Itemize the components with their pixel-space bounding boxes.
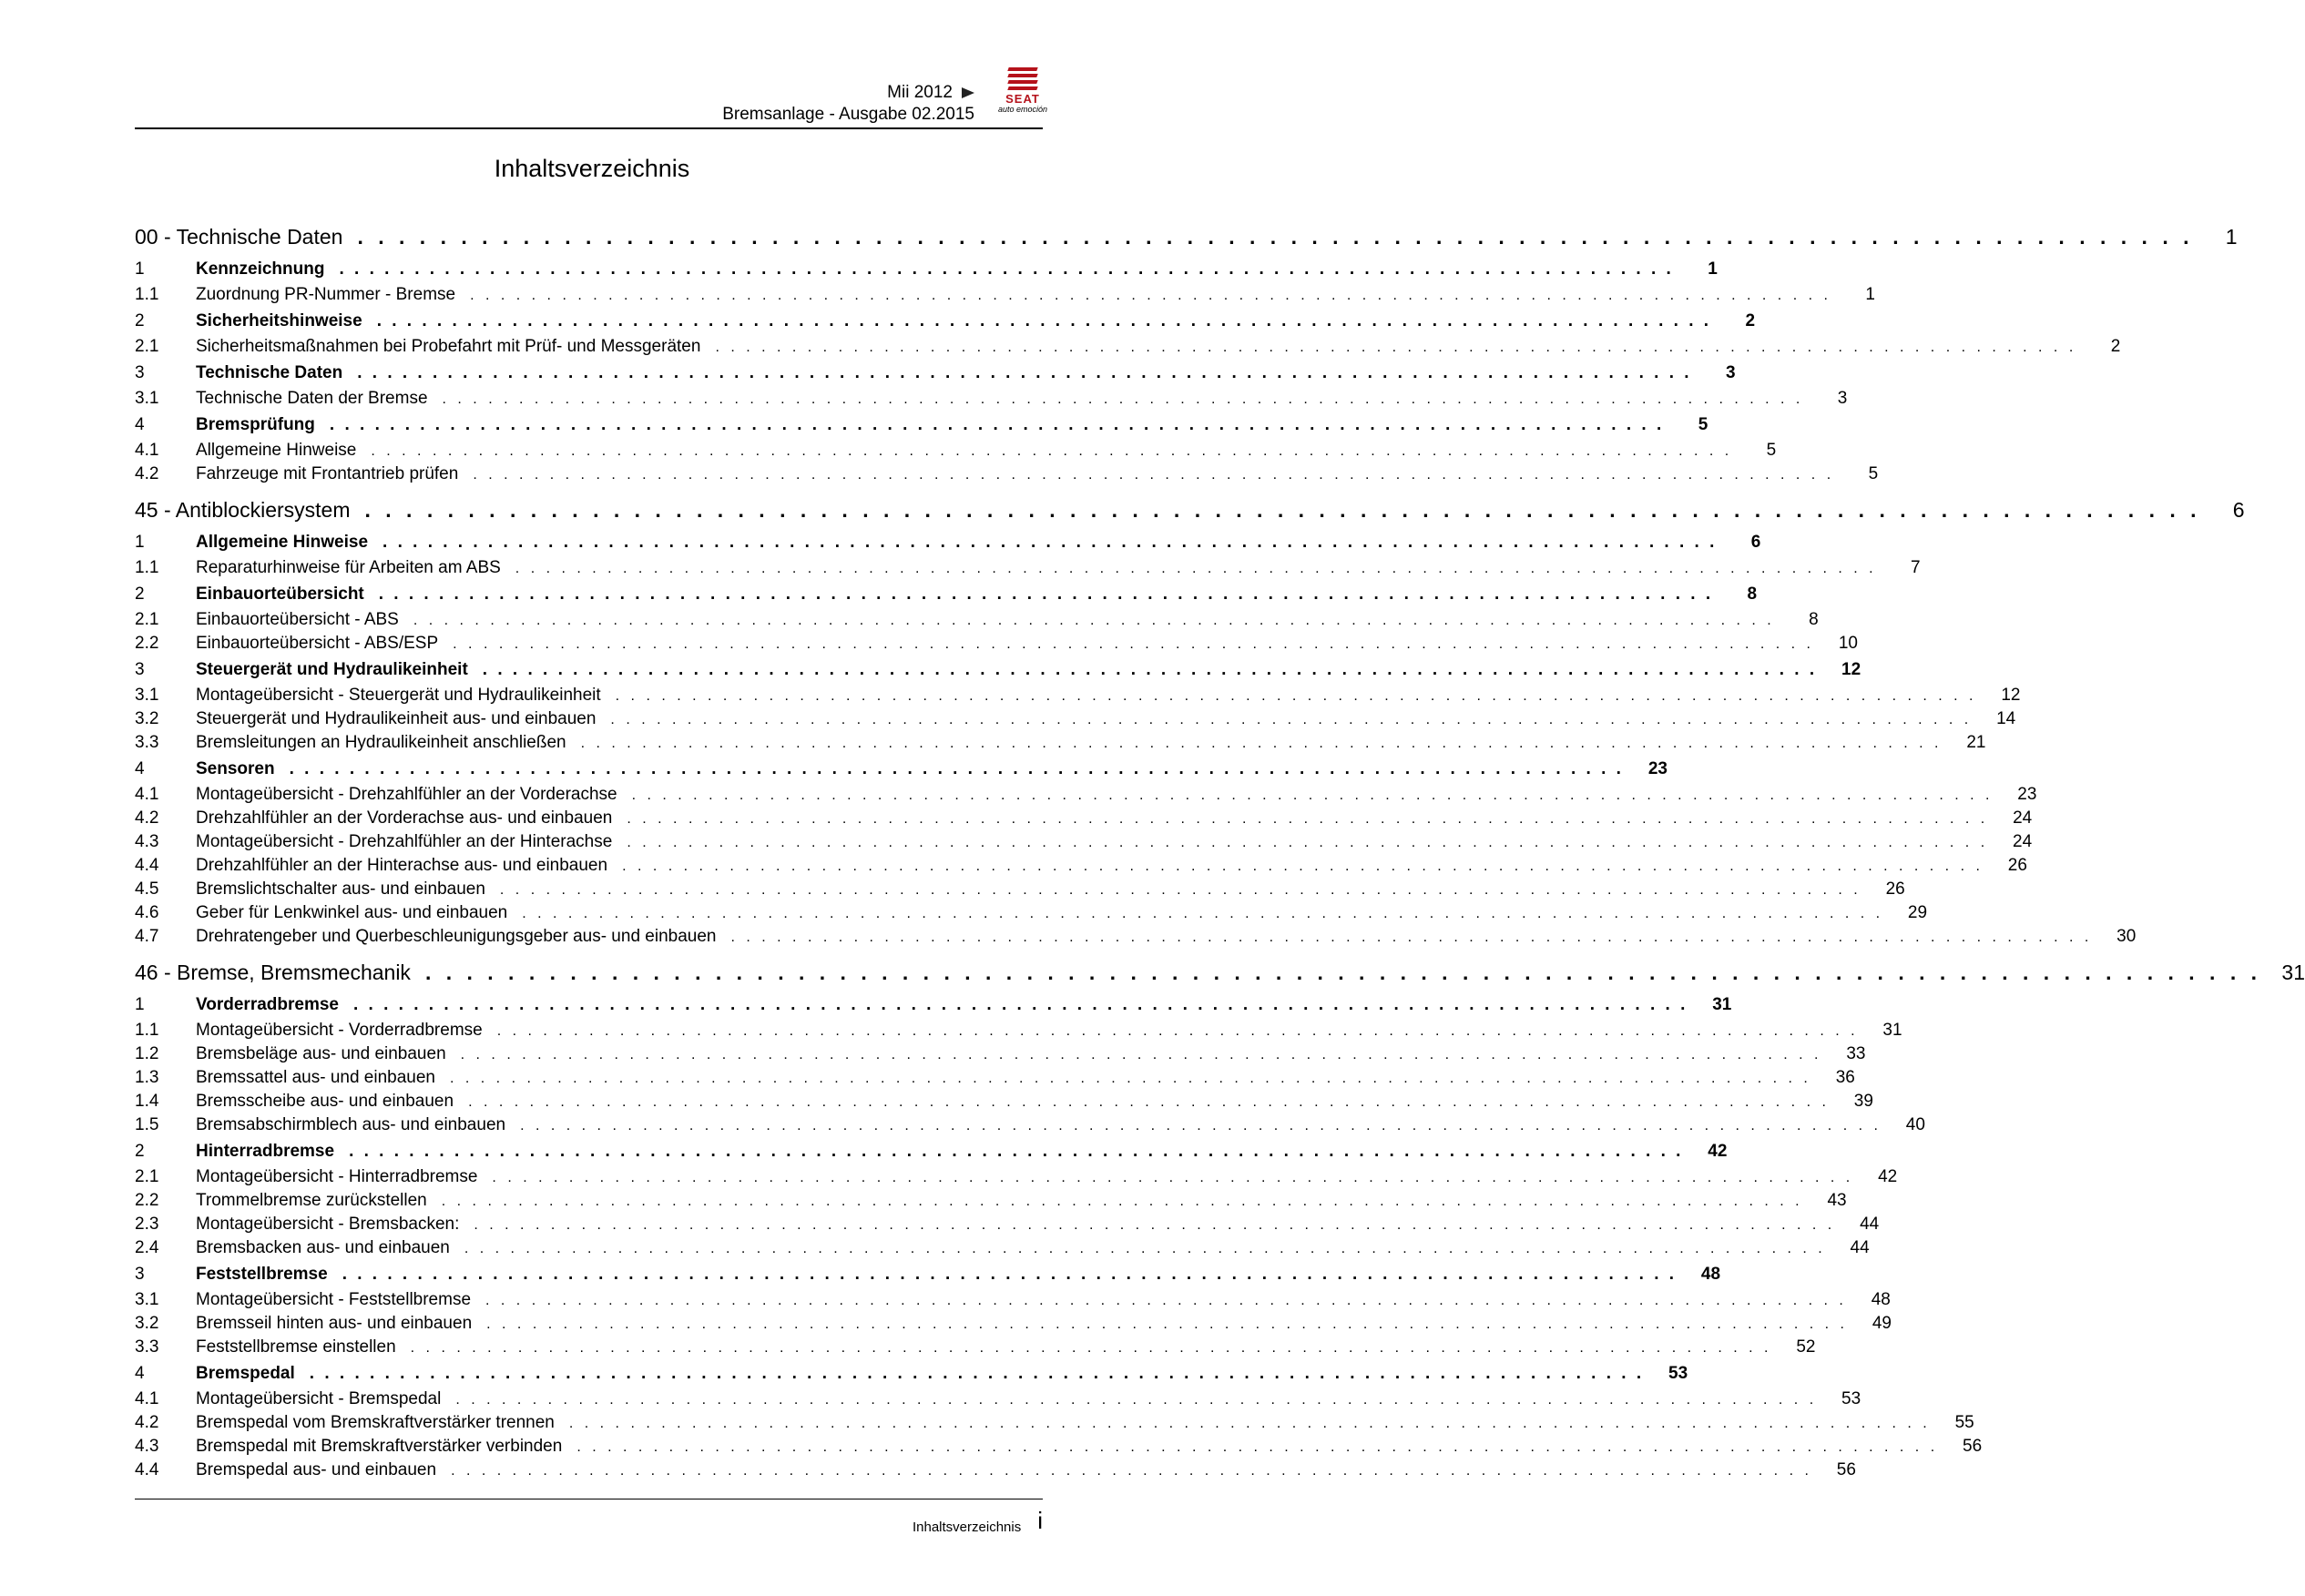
entry-page: 6 [2232, 498, 2245, 522]
entry-title: Hinterradbremse [196, 1142, 335, 1161]
entry-page: 23 [1647, 759, 1668, 778]
table-of-contents [135, 219, 2305, 1482]
header-rule [135, 127, 1043, 129]
entry-title: Sicherheitsmaßnahmen bei Probefahrt mit Prüf- und Messgeräten [196, 337, 701, 356]
entry-page: 56 [1963, 1437, 1983, 1456]
toc-chapter [135, 492, 2245, 949]
dot-leader: . . . . . . . . . . . . . . . . . . . . . . . . . . . . . . . . . . . . . . . . . . . . . . . . . . . . . . . . . . . . . . . . . . . . . . . . . . . . . . . . . . . . . . . . . [451, 1463, 1812, 1479]
toc-subsection-entry[interactable] [135, 608, 1819, 632]
dot-leader: . . . . . . . . . . . . . . . . . . . . . . . . . . . . . . . . . . . . . . . . . . . . . . . . . . . . . . . . . . . . . . . . . . . . . . . . . . . . . . . . . . . . . . . . . [357, 225, 2194, 249]
toc-chapter [135, 954, 2305, 1482]
toc-subsection-entry[interactable] [135, 1165, 1898, 1189]
dot-leader: . . . . . . . . . . . . . . . . . . . . . . . . . . . . . . . . . . . . . . . . . . . . . . . . . . . . . . . . . . . . . . . . . . . . . . . . . . . . . . . . . . . . . . . . . [576, 1439, 1939, 1455]
entry-number: 1 [135, 259, 145, 279]
entry-page: 12 [1841, 660, 1861, 679]
footer-label: Inhaltsverzeichnis [912, 1520, 1022, 1535]
dot-leader: . . . . . . . . . . . . . . . . . . . . . . . . . . . . . . . . . . . . . . . . . . . . . . . . . . . . . . . . . . . . . . . . . . . . . . . . . . . . . . . . . . . . . . . . . [499, 882, 1861, 898]
toc-section-entry[interactable] [135, 528, 1761, 556]
arrow-right-icon [962, 87, 974, 98]
entry-page: 6 [1750, 533, 1761, 552]
toc-chapter-entry[interactable] [135, 492, 2245, 528]
entry-page: 12 [2001, 686, 2021, 705]
entry-number: 4.2 [135, 808, 159, 828]
entry-page: 8 [1809, 610, 1819, 629]
entry-number: 4.5 [135, 879, 159, 899]
entry-title: Bremsseil hinten aus- und einbauen [196, 1314, 473, 1333]
entry-number: 1.4 [135, 1092, 159, 1111]
dot-leader: . . . . . . . . . . . . . . . . . . . . . . . . . . . . . . . . . . . . . . . . . . . . . . . . . . . . . . . . . . . . . . . . . . . . . . . . . . . . . . . . . . . . . . . . . [615, 688, 1977, 704]
dot-leader: . . . . . . . . . . . . . . . . . . . . . . . . . . . . . . . . . . . . . . . . . . . . . . . . . . . . . . . . . . . . . . . . . . . . . . . . . . . . . . . . . . . . . . . . . [460, 1047, 1822, 1062]
toc-subsection-entry[interactable] [135, 684, 2021, 707]
toc-subsection-entry[interactable] [135, 439, 1777, 463]
entry-number: 4.3 [135, 1437, 159, 1456]
entry-title: Technische Daten [196, 363, 343, 382]
dot-leader: . . . . . . . . . . . . . . . . . . . . . . . . . . . . . . . . . . . . . . . . . . . . . . . . . . . . . . . . . . . . . . . . . . . . . . . . . . . . . . . . . . . . . . . . . [580, 736, 1943, 751]
entry-number: 1.2 [135, 1044, 159, 1063]
entry-page: 53 [1841, 1389, 1861, 1408]
dot-leader: . . . . . . . . . . . . . . . . . . . . . . . . . . . . . . . . . . . . . . . . . . . . . . . . . . . . . . . . . . . . . . . . . . . . . . . . . . . . . . . . . . . . . . . . . [455, 1392, 1818, 1408]
dot-leader: . . . . . . . . . . . . . . . . . . . . . . . . . . . . . . . . . . . . . . . . . . . . . . . . . . . . . . . . . . . . . . . . . . . . . . . . . . . . . . . . . . . . . . . . . [715, 340, 2077, 355]
dot-leader: . . . . . . . . . . . . . . . . . . . . . . . . . . . . . . . . . . . . . . . . . . . . . . . . . . . . . . . . . . . . . . . . . . . . . . . . . . . . . . . . . . . . . . . . . [357, 363, 1692, 382]
entry-title: Bremspedal [196, 1364, 295, 1383]
entry-number: 4 [135, 759, 145, 778]
dot-leader: . . . . . . . . . . . . . . . . . . . . . . . . . . . . . . . . . . . . . . . . . . . . . . . . . . . . . . . . . . . . . . . . . . . . . . . . . . . . . . . . . . . . . . . . . [339, 259, 1674, 279]
entry-page: 44 [1860, 1215, 1880, 1234]
dot-leader: . . . . . . . . . . . . . . . . . . . . . . . . . . . . . . . . . . . . . . . . . . . . . . . . . . . . . . . . . . . . . . . . . . . . . . . . . . . . . . . . . . . . . . . . . [486, 1316, 1848, 1332]
entry-page: 21 [1966, 733, 1986, 752]
entry-title: Steuergerät und Hydraulikeinheit aus- und einbauen [196, 709, 597, 728]
dot-leader: . . . . . . . . . . . . . . . . . . . . . . . . . . . . . . . . . . . . . . . . . . . . . . . . . . . . . . . . . . . . . . . . . . . . . . . . . . . . . . . . . . . . . . . . . [492, 1170, 1854, 1185]
entry-title: Reparaturhinweise für Arbeiten am ABS [196, 558, 501, 577]
entry-title: Steuergerät und Hydraulikeinheit [196, 660, 468, 679]
entry-number: 2 [135, 585, 145, 604]
entry-number: 4.1 [135, 785, 159, 804]
dot-leader: . . . . . . . . . . . . . . . . . . . . . . . . . . . . . . . . . . . . . . . . . . . . . . . . . . . . . . . . . . . . . . . . . . . . . . . . . . . . . . . . . . . . . . . . . [453, 636, 1814, 652]
entry-number: 1.3 [135, 1068, 159, 1087]
entry-number: 2 [135, 311, 145, 330]
entry-title: Montageübersicht - Bremspedal [196, 1389, 442, 1408]
entry-title: Bremsbacken aus- und einbauen [196, 1238, 450, 1257]
entry-title: 46 - Bremse, Bremsmechanik [135, 961, 411, 984]
entry-number: 4.4 [135, 1460, 159, 1479]
entry-title: Fahrzeuge mit Frontantrieb prüfen [196, 464, 459, 483]
entry-page: 36 [1835, 1068, 1855, 1087]
entry-number: 4.2 [135, 1413, 159, 1432]
toc-subsection-entry[interactable] [135, 878, 1905, 901]
entry-title: Technische Daten der Bremse [196, 389, 428, 408]
toc-subsection-entry[interactable] [135, 1090, 1873, 1113]
entry-number: 3.1 [135, 389, 159, 408]
entry-page: 29 [1907, 903, 1928, 922]
entry-number: 3.3 [135, 733, 159, 752]
entry-title: Trommelbremse zurückstellen [196, 1191, 427, 1210]
dot-leader: . . . . . . . . . . . . . . . . . . . . . . . . . . . . . . . . . . . . . . . . . . . . . . . . . . . . . . . . . . . . . . . . . . . . . . . . . . . . . . . . . . . . . . . . . [627, 835, 1989, 850]
entry-title: Montageübersicht - Feststellbremse [196, 1290, 472, 1309]
entry-number: 3.2 [135, 709, 159, 728]
toc-subsection-entry[interactable] [135, 1213, 1880, 1236]
entry-number: 4 [135, 1364, 145, 1383]
dot-leader: . . . . . . . . . . . . . . . . . . . . . . . . . . . . . . . . . . . . . . . . . . . . . . . . . . . . . . . . . . . . . . . . . . . . . . . . . . . . . . . . . . . . . . . . . [470, 288, 1831, 303]
toc-section-entry[interactable] [135, 1260, 1721, 1288]
entry-page: 48 [1871, 1290, 1891, 1309]
entry-title: Bremssattel aus- und einbauen [196, 1068, 435, 1087]
page-title: Inhaltsverzeichnis [494, 155, 690, 182]
entry-page: 56 [1836, 1460, 1856, 1479]
toc-chapter [135, 219, 2238, 486]
entry-title: Bremsbeläge aus- und einbauen [196, 1044, 446, 1063]
dot-leader: . . . . . . . . . . . . . . . . . . . . . . . . . . . . . . . . . . . . . . . . . . . . . . . . . . . . . . . . . . . . . . . . . . . . . . . . . . . . . . . . . . . . . . . . . [485, 1293, 1847, 1308]
entry-number: 4.1 [135, 441, 159, 460]
dot-leader: . . . . . . . . . . . . . . . . . . . . . . . . . . . . . . . . . . . . . . . . . . . . . . . . . . . . . . . . . . . . . . . . . . . . . . . . . . . . . . . . . . . . . . . . . [520, 1118, 1882, 1133]
entry-title: Feststellbremse [196, 1265, 328, 1284]
entry-number: 2 [135, 1142, 145, 1161]
toc-subsection-entry[interactable] [135, 463, 1879, 486]
entry-page: 33 [1846, 1044, 1866, 1063]
entry-number: 2.2 [135, 634, 159, 653]
entry-title: Montageübersicht - Drehzahlfühler an der Vorderachse [196, 785, 617, 804]
entry-title: Vorderradbremse [196, 995, 339, 1014]
entry-title: Sicherheitshinweise [196, 311, 362, 330]
dot-leader: . . . . . . . . . . . . . . . . . . . . . . . . . . . . . . . . . . . . . . . . . . . . . . . . . . . . . . . . . . . . . . . . . . . . . . . . . . . . . . . . . . . . . . . . . [309, 1364, 1645, 1383]
model-name: Mii 2012 [887, 83, 953, 102]
toc-section-entry[interactable] [135, 307, 1756, 335]
entry-title: Allgemeine Hinweise [196, 533, 369, 552]
entry-page: 14 [1996, 709, 2016, 728]
logo-brand-name: SEAT [1005, 92, 1040, 106]
dot-leader: . . . . . . . . . . . . . . . . . . . . . . . . . . . . . . . . . . . . . . . . . . . . . . . . . . . . . . . . . . . . . . . . . . . . . . . . . . . . . . . . . . . . . . . . . [424, 961, 2261, 984]
dot-leader: . . . . . . . . . . . . . . . . . . . . . . . . . . . . . . . . . . . . . . . . . . . . . . . . . . . . . . . . . . . . . . . . . . . . . . . . . . . . . . . . . . . . . . . . . [441, 1194, 1803, 1209]
footer-page-number: i [1037, 1507, 1043, 1534]
entry-number: 2.2 [135, 1191, 159, 1210]
dot-leader: . . . . . . . . . . . . . . . . . . . . . . . . . . . . . . . . . . . . . . . . . . . . . . . . . . . . . . . . . . . . . . . . . . . . . . . . . . . . . . . . . . . . . . . . . [568, 1416, 1931, 1431]
entry-title: Montageübersicht - Bremsbacken: [196, 1215, 460, 1234]
entry-title: Feststellbremse einstellen [196, 1337, 396, 1357]
entry-number: 1.5 [135, 1115, 159, 1134]
entry-number: 4.3 [135, 832, 159, 851]
dot-leader: . . . . . . . . . . . . . . . . . . . . . . . . . . . . . . . . . . . . . . . . . . . . . . . . . . . . . . . . . . . . . . . . . . . . . . . . . . . . . . . . . . . . . . . . . [730, 930, 2093, 945]
toc-subsection-entry[interactable] [135, 1113, 1925, 1137]
toc-subsection-entry[interactable] [135, 1336, 1816, 1359]
entry-number: 3 [135, 1265, 145, 1284]
page-header [722, 82, 974, 126]
entry-number: 4.1 [135, 1389, 159, 1408]
entry-page: 24 [2013, 808, 2033, 828]
entry-title: Montageübersicht - Vorderradbremse [196, 1021, 483, 1040]
toc-subsection-entry[interactable] [135, 1411, 1974, 1435]
dot-leader: . . . . . . . . . . . . . . . . . . . . . . . . . . . . . . . . . . . . . . . . . . . . . . . . . . . . . . . . . . . . . . . . . . . . . . . . . . . . . . . . . . . . . . . . . [522, 906, 1884, 921]
toc-subsection-entry[interactable] [135, 1236, 1870, 1260]
dot-leader: . . . . . . . . . . . . . . . . . . . . . . . . . . . . . . . . . . . . . . . . . . . . . . . . . . . . . . . . . . . . . . . . . . . . . . . . . . . . . . . . . . . . . . . . . [376, 311, 1712, 330]
entry-number: 4.6 [135, 903, 159, 922]
toc-subsection-entry[interactable] [135, 830, 2033, 854]
entry-page: 2 [2110, 337, 2121, 356]
entry-page: 23 [2017, 785, 2037, 804]
entry-page: 39 [1853, 1092, 1873, 1111]
dot-leader: . . . . . . . . . . . . . . . . . . . . . . . . . . . . . . . . . . . . . . . . . . . . . . . . . . . . . . . . . . . . . . . . . . . . . . . . . . . . . . . . . . . . . . . . . [464, 1241, 1826, 1256]
toc-subsection-entry[interactable] [135, 1312, 1892, 1336]
toc-subsection-entry[interactable] [135, 387, 1848, 411]
entry-title: Einbauorteübersicht [196, 585, 364, 604]
entry-page: 52 [1796, 1337, 1816, 1357]
entry-page: 42 [1708, 1142, 1728, 1161]
entry-page: 30 [2116, 927, 2137, 946]
dot-leader: . . . . . . . . . . . . . . . . . . . . . . . . . . . . . . . . . . . . . . . . . . . . . . . . . . . . . . . . . . . . . . . . . . . . . . . . . . . . . . . . . . . . . . . . . [364, 498, 2201, 522]
dot-leader: . . . . . . . . . . . . . . . . . . . . . . . . . . . . . . . . . . . . . . . . . . . . . . . . . . . . . . . . . . . . . . . . . . . . . . . . . . . . . . . . . . . . . . . . . [450, 1071, 1811, 1086]
entry-page: 48 [1700, 1265, 1721, 1284]
entry-title: Geber für Lenkwinkel aus- und einbauen [196, 903, 508, 922]
toc-subsection-entry[interactable] [135, 632, 1858, 656]
dot-leader: . . . . . . . . . . . . . . . . . . . . . . . . . . . . . . . . . . . . . . . . . . . . . . . . . . . . . . . . . . . . . . . . . . . . . . . . . . . . . . . . . . . . . . . . . [631, 788, 1994, 803]
entry-page: 26 [1885, 879, 1905, 899]
entry-title: Bremsleitungen an Hydraulikeinheit anschließen [196, 733, 566, 752]
entry-number: 2.4 [135, 1238, 159, 1257]
entry-title: Montageübersicht - Hinterradbremse [196, 1167, 478, 1186]
entry-number: 3 [135, 660, 145, 679]
entry-title: Kennzeichnung [196, 259, 325, 279]
model-line [722, 82, 974, 104]
dot-leader: . . . . . . . . . . . . . . . . . . . . . . . . . . . . . . . . . . . . . . . . . . . . . . . . . . . . . . . . . . . . . . . . . . . . . . . . . . . . . . . . . . . . . . . . . [289, 759, 1624, 778]
entry-number: 3 [135, 363, 145, 382]
entry-title: Bremsscheibe aus- und einbauen [196, 1092, 454, 1111]
dot-leader: . . . . . . . . . . . . . . . . . . . . . . . . . . . . . . . . . . . . . . . . . . . . . . . . . . . . . . . . . . . . . . . . . . . . . . . . . . . . . . . . . . . . . . . . . [622, 859, 1984, 874]
entry-title: 45 - Antiblockiersystem [135, 498, 351, 522]
toc-subsection-entry[interactable] [135, 556, 1921, 580]
entry-page: 44 [1850, 1238, 1870, 1257]
entry-page: 53 [1668, 1364, 1688, 1383]
dot-leader: . . . . . . . . . . . . . . . . . . . . . . . . . . . . . . . . . . . . . . . . . . . . . . . . . . . . . . . . . . . . . . . . . . . . . . . . . . . . . . . . . . . . . . . . . [413, 613, 1775, 628]
dot-leader: . . . . . . . . . . . . . . . . . . . . . . . . . . . . . . . . . . . . . . . . . . . . . . . . . . . . . . . . . . . . . . . . . . . . . . . . . . . . . . . . . . . . . . . . . [349, 1142, 1684, 1161]
entry-title: 00 - Technische Daten [135, 225, 343, 249]
entry-number: 1.1 [135, 1021, 159, 1040]
entry-title: Bremspedal vom Bremskraftverstärker trennen [196, 1413, 555, 1432]
toc-chapter-entry[interactable] [135, 219, 2238, 255]
dot-leader: . . . . . . . . . . . . . . . . . . . . . . . . . . . . . . . . . . . . . . . . . . . . . . . . . . . . . . . . . . . . . . . . . . . . . . . . . . . . . . . . . . . . . . . . . [410, 1340, 1772, 1356]
dot-leader: . . . . . . . . . . . . . . . . . . . . . . . . . . . . . . . . . . . . . . . . . . . . . . . . . . . . . . . . . . . . . . . . . . . . . . . . . . . . . . . . . . . . . . . . . [627, 811, 1989, 827]
toc-subsection-entry[interactable] [135, 335, 2121, 359]
entry-page: 10 [1838, 634, 1858, 653]
entry-number: 4.4 [135, 856, 159, 875]
entry-number: 1.1 [135, 558, 159, 577]
toc-subsection-entry[interactable] [135, 1435, 1983, 1459]
entry-title: Bremspedal aus- und einbauen [196, 1460, 437, 1479]
entry-number: 2.1 [135, 337, 159, 356]
toc-subsection-entry[interactable] [135, 1388, 1861, 1411]
entry-page: 24 [2013, 832, 2033, 851]
toc-subsection-entry[interactable] [135, 1042, 1866, 1066]
toc-subsection-entry[interactable] [135, 783, 2037, 807]
toc-section-entry[interactable] [135, 580, 1758, 608]
dot-leader: . . . . . . . . . . . . . . . . . . . . . . . . . . . . . . . . . . . . . . . . . . . . . . . . . . . . . . . . . . . . . . . . . . . . . . . . . . . . . . . . . . . . . . . . . [342, 1265, 1678, 1284]
dot-leader: . . . . . . . . . . . . . . . . . . . . . . . . . . . . . . . . . . . . . . . . . . . . . . . . . . . . . . . . . . . . . . . . . . . . . . . . . . . . . . . . . . . . . . . . . [515, 561, 1877, 576]
toc-section-entry[interactable] [135, 755, 1668, 783]
entry-number: 1 [135, 533, 145, 552]
entry-page: 7 [1911, 558, 1921, 577]
dot-leader: . . . . . . . . . . . . . . . . . . . . . . . . . . . . . . . . . . . . . . . . . . . . . . . . . . . . . . . . . . . . . . . . . . . . . . . . . . . . . . . . . . . . . . . . . [468, 1094, 1830, 1110]
toc-subsection-entry[interactable] [135, 807, 2033, 830]
entry-page: 31 [1882, 1021, 1902, 1040]
toc-subsection-entry[interactable] [135, 925, 2137, 949]
logo-slogan: auto emoción [997, 105, 1048, 114]
dot-leader: . . . . . . . . . . . . . . . . . . . . . . . . . . . . . . . . . . . . . . . . . . . . . . . . . . . . . . . . . . . . . . . . . . . . . . . . . . . . . . . . . . . . . . . . . [482, 660, 1818, 679]
toc-subsection-entry[interactable] [135, 283, 1875, 307]
toc-section-entry[interactable] [135, 359, 1736, 387]
entry-title: Bremsprüfung [196, 415, 315, 434]
entry-title: Drehratengeber und Querbeschleunigungsgeber aus- und einbauen [196, 927, 717, 946]
toc-section-entry[interactable] [135, 656, 1861, 684]
entry-title: Drehzahlfühler an der Hinterachse aus- und einbauen [196, 856, 608, 875]
dot-leader: . . . . . . . . . . . . . . . . . . . . . . . . . . . . . . . . . . . . . . . . . . . . . . . . . . . . . . . . . . . . . . . . . . . . . . . . . . . . . . . . . . . . . . . . . [610, 712, 1973, 727]
entry-number: 4.7 [135, 927, 159, 946]
toc-subsection-entry[interactable] [135, 1288, 1891, 1312]
entry-page: 43 [1827, 1191, 1847, 1210]
entry-page: 5 [1766, 441, 1777, 460]
entry-title: Zuordnung PR-Nummer - Bremse [196, 285, 456, 304]
entry-page: 2 [1745, 311, 1756, 330]
entry-page: 1 [2225, 225, 2238, 249]
entry-number: 4.2 [135, 464, 159, 483]
entry-page: 1 [1865, 285, 1875, 304]
toc-section-entry[interactable] [135, 1137, 1728, 1165]
toc-subsection-entry[interactable] [135, 1066, 1855, 1090]
dot-leader: . . . . . . . . . . . . . . . . . . . . . . . . . . . . . . . . . . . . . . . . . . . . . . . . . . . . . . . . . . . . . . . . . . . . . . . . . . . . . . . . . . . . . . . . . [474, 1217, 1836, 1233]
entry-title: Bremspedal mit Bremskraftverstärker verbinden [196, 1437, 563, 1456]
dot-leader: . . . . . . . . . . . . . . . . . . . . . . . . . . . . . . . . . . . . . . . . . . . . . . . . . . . . . . . . . . . . . . . . . . . . . . . . . . . . . . . . . . . . . . . . . [353, 995, 1688, 1014]
entry-title: Einbauorteübersicht - ABS/ESP [196, 634, 439, 653]
toc-section-entry[interactable] [135, 255, 1718, 283]
toc-subsection-entry[interactable] [135, 901, 1928, 925]
entry-page: 8 [1747, 585, 1758, 604]
entry-number: 4 [135, 415, 145, 434]
seat-logo-icon [1008, 67, 1037, 91]
entry-number: 2.1 [135, 1167, 159, 1186]
entry-page: 40 [1905, 1115, 1925, 1134]
toc-subsection-entry[interactable] [135, 1459, 1856, 1482]
entry-number: 2.3 [135, 1215, 159, 1234]
entry-title: Einbauorteübersicht - ABS [196, 610, 399, 629]
seat-logo [986, 67, 1059, 118]
edition-line: Bremsanlage - Ausgabe 02.2015 [722, 105, 974, 124]
entry-page: 49 [1872, 1314, 1892, 1333]
entry-page: 42 [1878, 1167, 1898, 1186]
entry-number: 1.1 [135, 285, 159, 304]
entry-title: Sensoren [196, 759, 275, 778]
entry-number: 3.1 [135, 686, 159, 705]
entry-page: 5 [1698, 415, 1708, 434]
entry-page: 3 [1725, 363, 1736, 382]
entry-number: 3.1 [135, 1290, 159, 1309]
toc-section-entry[interactable] [135, 991, 1732, 1019]
dot-leader: . . . . . . . . . . . . . . . . . . . . . . . . . . . . . . . . . . . . . . . . . . . . . . . . . . . . . . . . . . . . . . . . . . . . . . . . . . . . . . . . . . . . . . . . . [329, 415, 1665, 434]
entry-page: 3 [1837, 389, 1848, 408]
entry-number: 2.1 [135, 610, 159, 629]
entry-number: 1 [135, 995, 145, 1014]
dot-leader: . . . . . . . . . . . . . . . . . . . . . . . . . . . . . . . . . . . . . . . . . . . . . . . . . . . . . . . . . . . . . . . . . . . . . . . . . . . . . . . . . . . . . . . . . [473, 467, 1835, 483]
entry-page: 5 [1868, 464, 1879, 483]
dot-leader: . . . . . . . . . . . . . . . . . . . . . . . . . . . . . . . . . . . . . . . . . . . . . . . . . . . . . . . . . . . . . . . . . . . . . . . . . . . . . . . . . . . . . . . . . [378, 585, 1714, 604]
dot-leader: . . . . . . . . . . . . . . . . . . . . . . . . . . . . . . . . . . . . . . . . . . . . . . . . . . . . . . . . . . . . . . . . . . . . . . . . . . . . . . . . . . . . . . . . . [382, 533, 1718, 552]
entry-title: Bremsabschirmblech aus- und einbauen [196, 1115, 506, 1134]
entry-number: 3.3 [135, 1337, 159, 1357]
entry-title: Allgemeine Hinweise [196, 441, 357, 460]
toc-subsection-entry[interactable] [135, 707, 2016, 731]
dot-leader: . . . . . . . . . . . . . . . . . . . . . . . . . . . . . . . . . . . . . . . . . . . . . . . . . . . . . . . . . . . . . . . . . . . . . . . . . . . . . . . . . . . . . . . . . [371, 443, 1733, 459]
toc-subsection-entry[interactable] [135, 731, 1986, 755]
entry-number: 3.2 [135, 1314, 159, 1333]
entry-page: 55 [1954, 1413, 1974, 1432]
entry-page: 26 [2007, 856, 2027, 875]
entry-title: Drehzahlfühler an der Vorderachse aus- und einbauen [196, 808, 613, 828]
entry-title: Montageübersicht - Steuergerät und Hydraulikeinheit [196, 686, 601, 705]
toc-subsection-entry[interactable] [135, 854, 2027, 878]
entry-title: Bremslichtschalter aus- und einbauen [196, 879, 485, 899]
dot-leader: . . . . . . . . . . . . . . . . . . . . . . . . . . . . . . . . . . . . . . . . . . . . . . . . . . . . . . . . . . . . . . . . . . . . . . . . . . . . . . . . . . . . . . . . . [442, 391, 1804, 407]
entry-page: 31 [1712, 995, 1732, 1014]
toc-section-entry[interactable] [135, 1359, 1688, 1388]
toc-section-entry[interactable] [135, 411, 1708, 439]
toc-subsection-entry[interactable] [135, 1019, 1902, 1042]
page-footer [913, 1507, 1043, 1535]
entry-page: 31 [2281, 961, 2305, 984]
entry-page: 1 [1708, 259, 1718, 279]
toc-chapter-entry[interactable] [135, 954, 2305, 991]
dot-leader: . . . . . . . . . . . . . . . . . . . . . . . . . . . . . . . . . . . . . . . . . . . . . . . . . . . . . . . . . . . . . . . . . . . . . . . . . . . . . . . . . . . . . . . . . [496, 1023, 1859, 1039]
toc-subsection-entry[interactable] [135, 1189, 1847, 1213]
entry-title: Montageübersicht - Drehzahlfühler an der Hinterachse [196, 832, 613, 851]
